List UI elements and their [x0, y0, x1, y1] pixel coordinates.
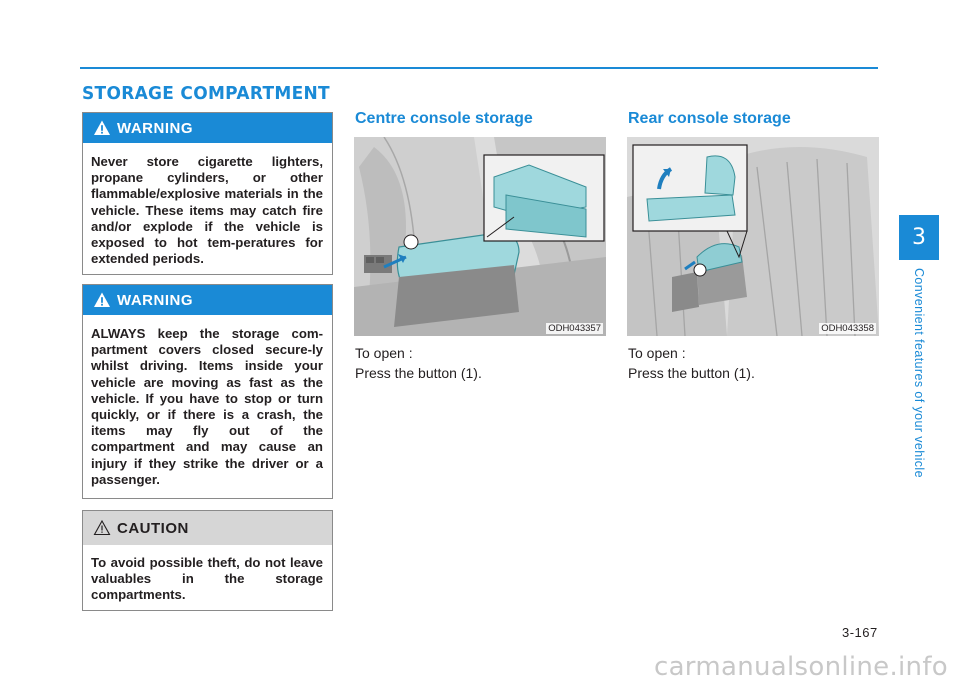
- warning-label: WARNING: [117, 291, 193, 309]
- chapter-tab: 3: [899, 215, 939, 260]
- warning-box-flammables: [82, 112, 333, 275]
- warning-header: [83, 285, 332, 315]
- centre-console-illustration: [354, 137, 606, 336]
- image-code: ODH043357: [548, 323, 601, 334]
- caution-header: [83, 511, 332, 545]
- warning-box-covers: [82, 284, 333, 499]
- rear-console-drawing: [627, 137, 879, 336]
- instruction-line: Press the button (1).: [628, 365, 755, 381]
- section-title: STORAGE COMPARTMENT: [82, 83, 330, 105]
- chapter-label: Convenient features of your vehicle: [912, 268, 926, 478]
- watermark: carmanualsonline.info: [653, 652, 948, 682]
- caution-label: CAUTION: [117, 519, 189, 537]
- rear-console-instructions: [628, 343, 755, 383]
- warning-text: Never store cigarette lighters, propane cylinders, or other flammable/explosive materials in the vehicle. These items may catch fire and/or explode if the vehicle is exposed to hot tem-peratures for extended periods.: [91, 154, 323, 267]
- rear-console-title: Rear console storage: [628, 110, 791, 127]
- warning-text: ALWAYS keep the storage com-partment covers closed secure-ly whilst driving. Items inside your vehicle are moving as fast as the vehicle. If you have to stop or turn quickly, or if there is a crash, the items may fly out of the compartment and may cause an injury if they strike the driver or a passenger.: [91, 326, 323, 487]
- centre-console-title: Centre console storage: [355, 110, 533, 127]
- warning-header: [83, 113, 332, 143]
- page-number: 3-167: [842, 625, 878, 640]
- image-code: ODH043358: [821, 323, 874, 334]
- rear-console-illustration: [627, 137, 879, 336]
- centre-console-instructions: [355, 343, 482, 383]
- warning-triangle-icon: [93, 291, 111, 309]
- top-rule: [80, 67, 878, 69]
- instruction-line: Press the button (1).: [355, 365, 482, 381]
- caution-triangle-icon: [93, 519, 111, 537]
- centre-console-drawing: [354, 137, 606, 336]
- caution-box: [82, 510, 333, 611]
- instruction-line: To open :: [355, 345, 413, 361]
- caution-text: To avoid possible theft, do not leave valuables in the storage compartments.: [91, 555, 323, 603]
- warning-label: WARNING: [117, 119, 193, 137]
- instruction-line: To open :: [628, 345, 686, 361]
- warning-triangle-icon: [93, 119, 111, 137]
